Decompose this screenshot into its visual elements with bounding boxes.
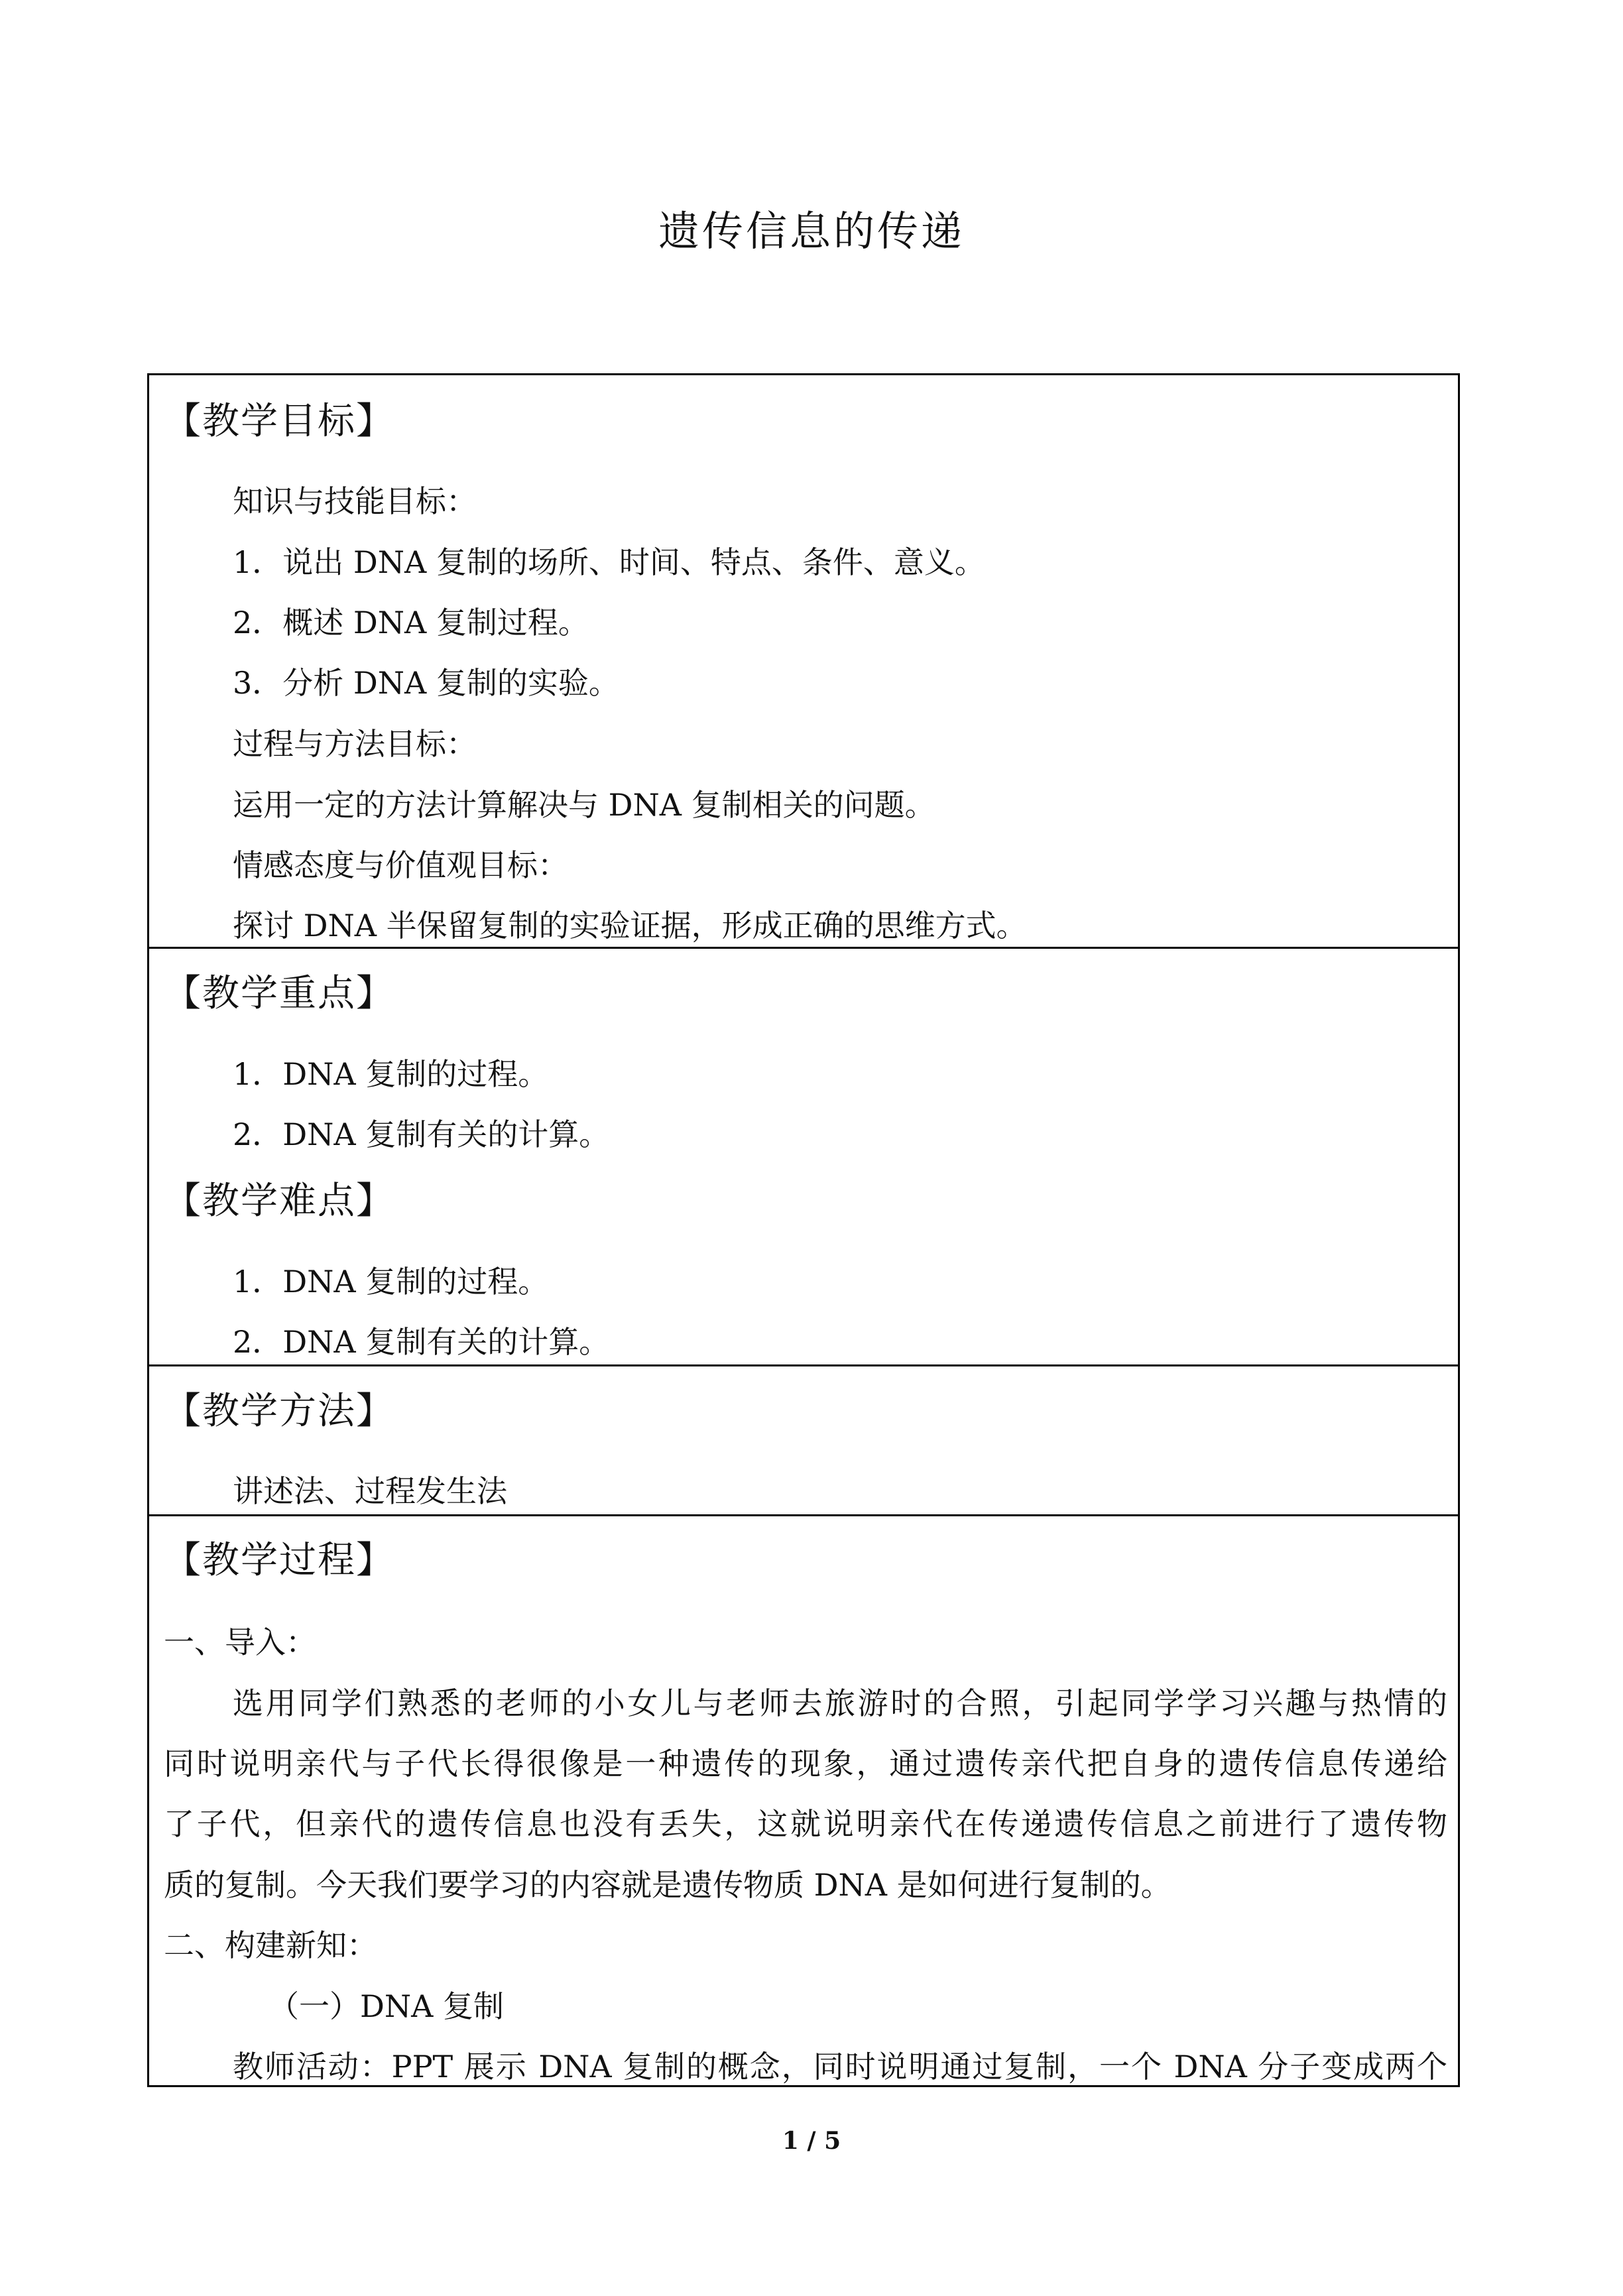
- objectives-line: 运用一定的方法计算解决与 DNA 复制相关的问题。: [233, 787, 935, 823]
- page-number: 1 / 5: [782, 2127, 841, 2155]
- intro-paragraph-line: 质的复制。今天我们要学习的内容就是遗传物质 DNA 是如何进行复制的。: [164, 1867, 1172, 1903]
- intro-paragraph-line: 了子代，但亲代的遗传信息也没有丢失，这就说明亲代在传递遗传信息之前进行了遗传物: [164, 1806, 1447, 1842]
- objectives-line: 探讨 DNA 半保留复制的实验证据，形成正确的思维方式。: [233, 908, 1027, 943]
- key-points-line: 1．DNA 复制的过程。: [233, 1056, 549, 1092]
- objectives-line: 知识与技能目标：: [233, 483, 477, 519]
- objectives-line: 2．概述 DNA 复制过程。: [233, 605, 589, 640]
- intro-paragraph-line: 同时说明亲代与子代长得很像是一种遗传的现象，通过遗传亲代把自身的遗传信息传递给: [164, 1746, 1447, 1782]
- objectives-line: 过程与方法目标：: [233, 726, 477, 762]
- row-divider: [149, 1364, 1458, 1366]
- section-heading-key-points: 【教学重点】: [164, 972, 394, 1015]
- difficulties-line: 2．DNA 复制有关的计算。: [233, 1324, 610, 1360]
- difficulties-line: 1．DNA 复制的过程。: [233, 1264, 549, 1299]
- section-heading-objectives: 【教学目标】: [164, 400, 394, 443]
- build-label: 二、构建新知：: [164, 1927, 377, 1963]
- lesson-plan-table: [147, 373, 1460, 2087]
- methods-line: 讲述法、过程发生法: [233, 1473, 507, 1509]
- section-heading-methods: 【教学方法】: [164, 1390, 394, 1433]
- objectives-line: 3．分析 DNA 复制的实验。: [233, 665, 619, 701]
- section-heading-process: 【教学过程】: [164, 1539, 394, 1582]
- intro-paragraph-line: 选用同学们熟悉的老师的小女儿与老师去旅游时的合照，引起同学学习兴趣与热情的: [233, 1685, 1447, 1721]
- page-title: 遗传信息的传递: [658, 207, 965, 255]
- teacher-activity-line: 教师活动：PPT 展示 DNA 复制的概念，同时说明通过复制，一个 DNA 分子变成两个: [233, 2049, 1447, 2085]
- row-divider: [149, 1514, 1458, 1516]
- objectives-line: 1．说出 DNA 复制的场所、时间、特点、条件、意义。: [233, 544, 985, 580]
- section-heading-difficulties: 【教学难点】: [164, 1179, 394, 1223]
- row-divider: [149, 947, 1458, 949]
- objectives-line: 情感态度与价值观目标：: [233, 847, 568, 883]
- intro-label: 一、导入：: [164, 1624, 316, 1660]
- key-points-line: 2．DNA 复制有关的计算。: [233, 1117, 610, 1152]
- subsection-label: （一）DNA 复制: [269, 1988, 504, 2024]
